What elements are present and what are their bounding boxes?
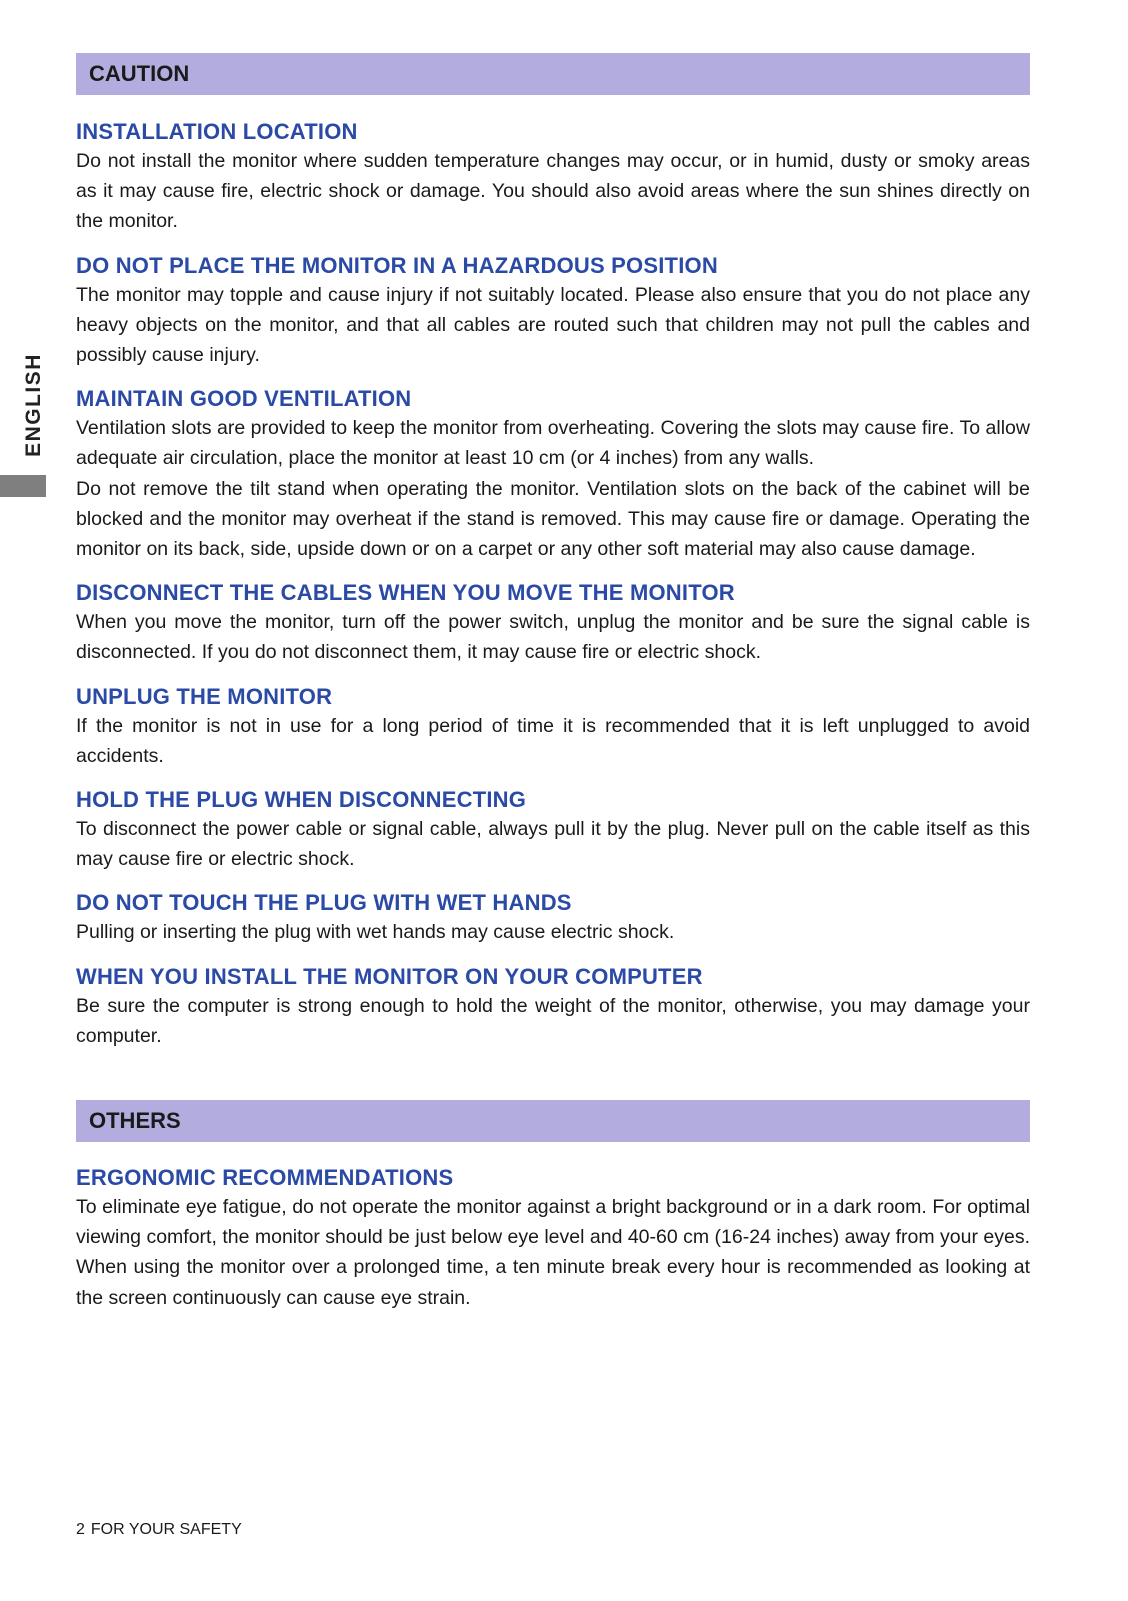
safety-section: [76, 384, 1030, 564]
section-heading: MAINTAIN GOOD VENTILATION: [76, 386, 412, 412]
section-heading: WHEN YOU INSTALL THE MONITOR ON YOUR COMPUTER: [76, 963, 703, 989]
safety-section: [76, 962, 1030, 1051]
section-heading: UNPLUG THE MONITOR: [76, 683, 333, 709]
others-title: OTHERS: [89, 1108, 181, 1134]
section-heading: DO NOT PLACE THE MONITOR IN A HAZARDOUS POSITION: [76, 252, 718, 278]
section-heading: INSTALLATION LOCATION: [76, 119, 358, 144]
section-paragraph: If the monitor is not in use for a long period of time it is recommended that it is left unplugged to avoid accidents.: [76, 714, 1030, 767]
section-paragraph: The monitor may topple and cause injury if not suitably located. Please also ensure that you do not place any heavy objects on the monitor, and that all cables are routed such that children may not pull the cables and possibly cause injury.: [76, 283, 1030, 367]
section-paragraph: Pulling or inserting the plug with wet hands may cause electric shock.: [76, 921, 675, 944]
caution-band: [76, 53, 1030, 95]
safety-section: [76, 1163, 1030, 1313]
safety-section: [76, 251, 1030, 371]
safety-section: [76, 785, 1030, 874]
page-content: [76, 53, 1030, 1327]
language-tab-label: ENGLISH: [22, 353, 45, 457]
section-paragraph: Be sure the computer is strong enough to hold the weight of the monitor, otherwise, you may damage your computer.: [76, 994, 1030, 1047]
page-footer: [76, 1521, 242, 1539]
section-heading: DISCONNECT THE CABLES WHEN YOU MOVE THE MONITOR: [76, 580, 735, 606]
safety-section: [76, 682, 1030, 771]
section-heading: HOLD THE PLUG WHEN DISCONNECTING: [76, 787, 527, 813]
footer-label: FOR YOUR SAFETY: [90, 1521, 242, 1538]
section-paragraph: Do not remove the tilt stand when operating the monitor. Ventilation slots on the back of the cabinet will be blocked and the monitor may overheat if the stand is removed. This may cause fire or damage. Operating the monitor on its back, side, upside down or on a carpet or any other soft material may also cause damage.: [76, 477, 1030, 561]
caution-title: CAUTION: [89, 61, 190, 86]
section-paragraph: Do not install the monitor where sudden temperature changes may occur, or in humid, dusty or smoky areas as it may cause fire, electric shock or damage. You should also avoid areas where the sun shines directly on the monitor.: [76, 150, 1030, 233]
safety-section: [76, 578, 1030, 667]
section-paragraph: Ventilation slots are provided to keep the monitor from overheating. Covering the slots may cause fire. To allow adequate air circulation, place the monitor at least 10 cm (or 4 inches) from any walls.: [76, 417, 1030, 470]
section-paragraph: To disconnect the power cable or signal cable, always pull it by the plug. Never pull on the cable itself as this may cause fire or electric shock.: [76, 818, 1030, 871]
language-tab-marker: [0, 475, 46, 497]
others-sections: [76, 1163, 1030, 1313]
page-number: 2: [76, 1521, 85, 1538]
safety-section: [76, 888, 1030, 947]
section-heading: ERGONOMIC RECOMMENDATIONS: [76, 1165, 454, 1191]
others-band: [76, 1100, 1030, 1142]
section-heading: DO NOT TOUCH THE PLUG WITH WET HANDS: [76, 890, 572, 916]
section-paragraph: To eliminate eye fatigue, do not operate the monitor against a bright background or in a dark room. For optimal viewing comfort, the monitor should be just below eye level and 40-60 cm (16-24 inches) away from your eyes. When using the monitor over a prolonged time, a ten minute break every hour is recommended as looking at the screen continuously can cause eye strain.: [76, 1196, 1030, 1309]
section-paragraph: When you move the monitor, turn off the power switch, unplug the monitor and be sure the signal cable is disconnected. If you do not disconnect them, it may cause fire or electric shock.: [76, 611, 1030, 664]
safety-section: [76, 117, 1030, 237]
caution-sections: [76, 117, 1030, 1051]
